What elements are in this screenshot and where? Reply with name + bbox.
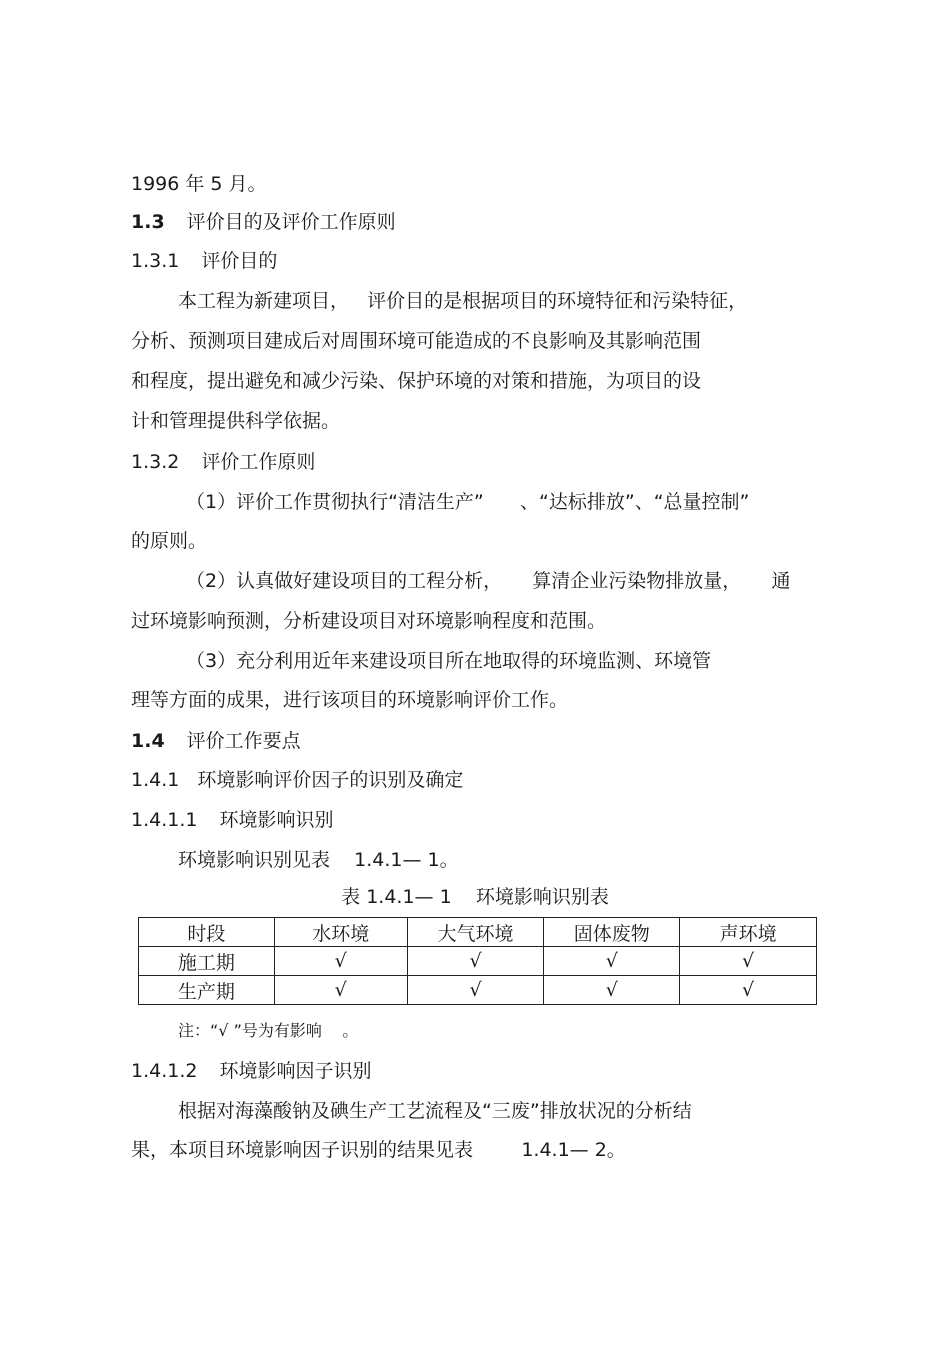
paragraph-line: 本工程为新建项目， 评价目的是根据项目的环境特征和污染特征，	[178, 290, 748, 312]
header-cell: 固体废物	[544, 918, 680, 947]
paragraph-line: 计和管理提供科学依据。	[131, 410, 341, 432]
section-heading-1-4	[131, 729, 301, 753]
table-cell: 生产期	[139, 976, 275, 1005]
table-caption: 表 1.4.1— 1 环境影响识别表	[341, 886, 609, 908]
table-cell: √	[680, 976, 817, 1005]
paragraph-line: 的原则。	[131, 530, 208, 552]
table-note: 注：“√ ”号为有影响 。	[178, 1021, 359, 1040]
section-heading-1-3	[131, 210, 396, 234]
header-cell: 声环境	[680, 918, 817, 947]
paragraph-line: （1）评价工作贯彻执行“清洁生产” 、“达标排放”、“总量控制”	[186, 491, 750, 513]
section-number: 1.4.1.1	[131, 809, 198, 831]
section-number: 1.4	[131, 730, 165, 752]
paragraph-line: 和程度，提出避免和减少污染、保护环境的对策和措施，为项目的设	[131, 370, 702, 392]
table-row	[139, 976, 817, 1005]
impact-identification-table	[138, 917, 817, 1005]
table-cell: √	[407, 976, 544, 1005]
table-cell: √	[680, 947, 817, 976]
paragraph-line: 果，本项目环境影响因子识别的结果见表 1.4.1— 2。	[131, 1139, 626, 1161]
section-number: 1.3.2	[131, 451, 180, 473]
section-heading-1-4-1	[131, 768, 463, 792]
table-cell: √	[274, 947, 407, 976]
header-cell: 水环境	[274, 918, 407, 947]
section-heading-1-3-2	[131, 450, 315, 474]
table-cell: 施工期	[139, 947, 275, 976]
text-line: 1996 年 5 月。	[131, 173, 267, 195]
paragraph-line: 根据对海藻酸钠及碘生产工艺流程及“三废”排放状况的分析结	[178, 1100, 692, 1122]
section-title: 评价工作原则	[201, 451, 316, 473]
section-number: 1.3	[131, 211, 165, 233]
section-title: 环境影响因子识别	[219, 1060, 372, 1082]
table-cell: √	[407, 947, 544, 976]
section-number: 1.4.1	[131, 769, 180, 791]
header-cell: 时段	[139, 918, 275, 947]
paragraph-line: 环境影响识别见表 1.4.1— 1。	[178, 849, 459, 871]
section-title: 环境影响识别	[219, 809, 334, 831]
paragraph-line: 过环境影响预测，分析建设项目对环境影响程度和范围。	[131, 610, 607, 632]
paragraph-line: 分析、预测项目建成后对周围环境可能造成的不良影响及其影响范围	[131, 330, 702, 352]
table-cell: √	[544, 976, 680, 1005]
table-cell: √	[544, 947, 680, 976]
section-title: 评价目的及评价工作原则	[186, 211, 396, 233]
paragraph-line: 理等方面的成果，进行该项目的环境影响评价工作。	[131, 689, 569, 711]
section-title: 评价工作要点	[186, 730, 301, 752]
section-title: 环境影响评价因子的识别及确定	[197, 769, 464, 791]
section-heading-1-3-1	[131, 249, 277, 273]
section-heading-1-4-1-1	[131, 808, 334, 832]
header-cell: 大气环境	[407, 918, 544, 947]
table-row	[139, 947, 817, 976]
table-cell: √	[274, 976, 407, 1005]
section-number: 1.4.1.2	[131, 1060, 198, 1082]
table-header-row	[139, 918, 817, 947]
section-title: 评价目的	[201, 250, 278, 272]
section-heading-1-4-1-2	[131, 1059, 372, 1083]
paragraph-line: （3）充分利用近年来建设项目所在地取得的环境监测、环境管	[186, 650, 712, 672]
section-number: 1.3.1	[131, 250, 180, 272]
paragraph-line: （2）认真做好建设项目的工程分析， 算清企业污染物排放量， 通	[186, 570, 791, 592]
